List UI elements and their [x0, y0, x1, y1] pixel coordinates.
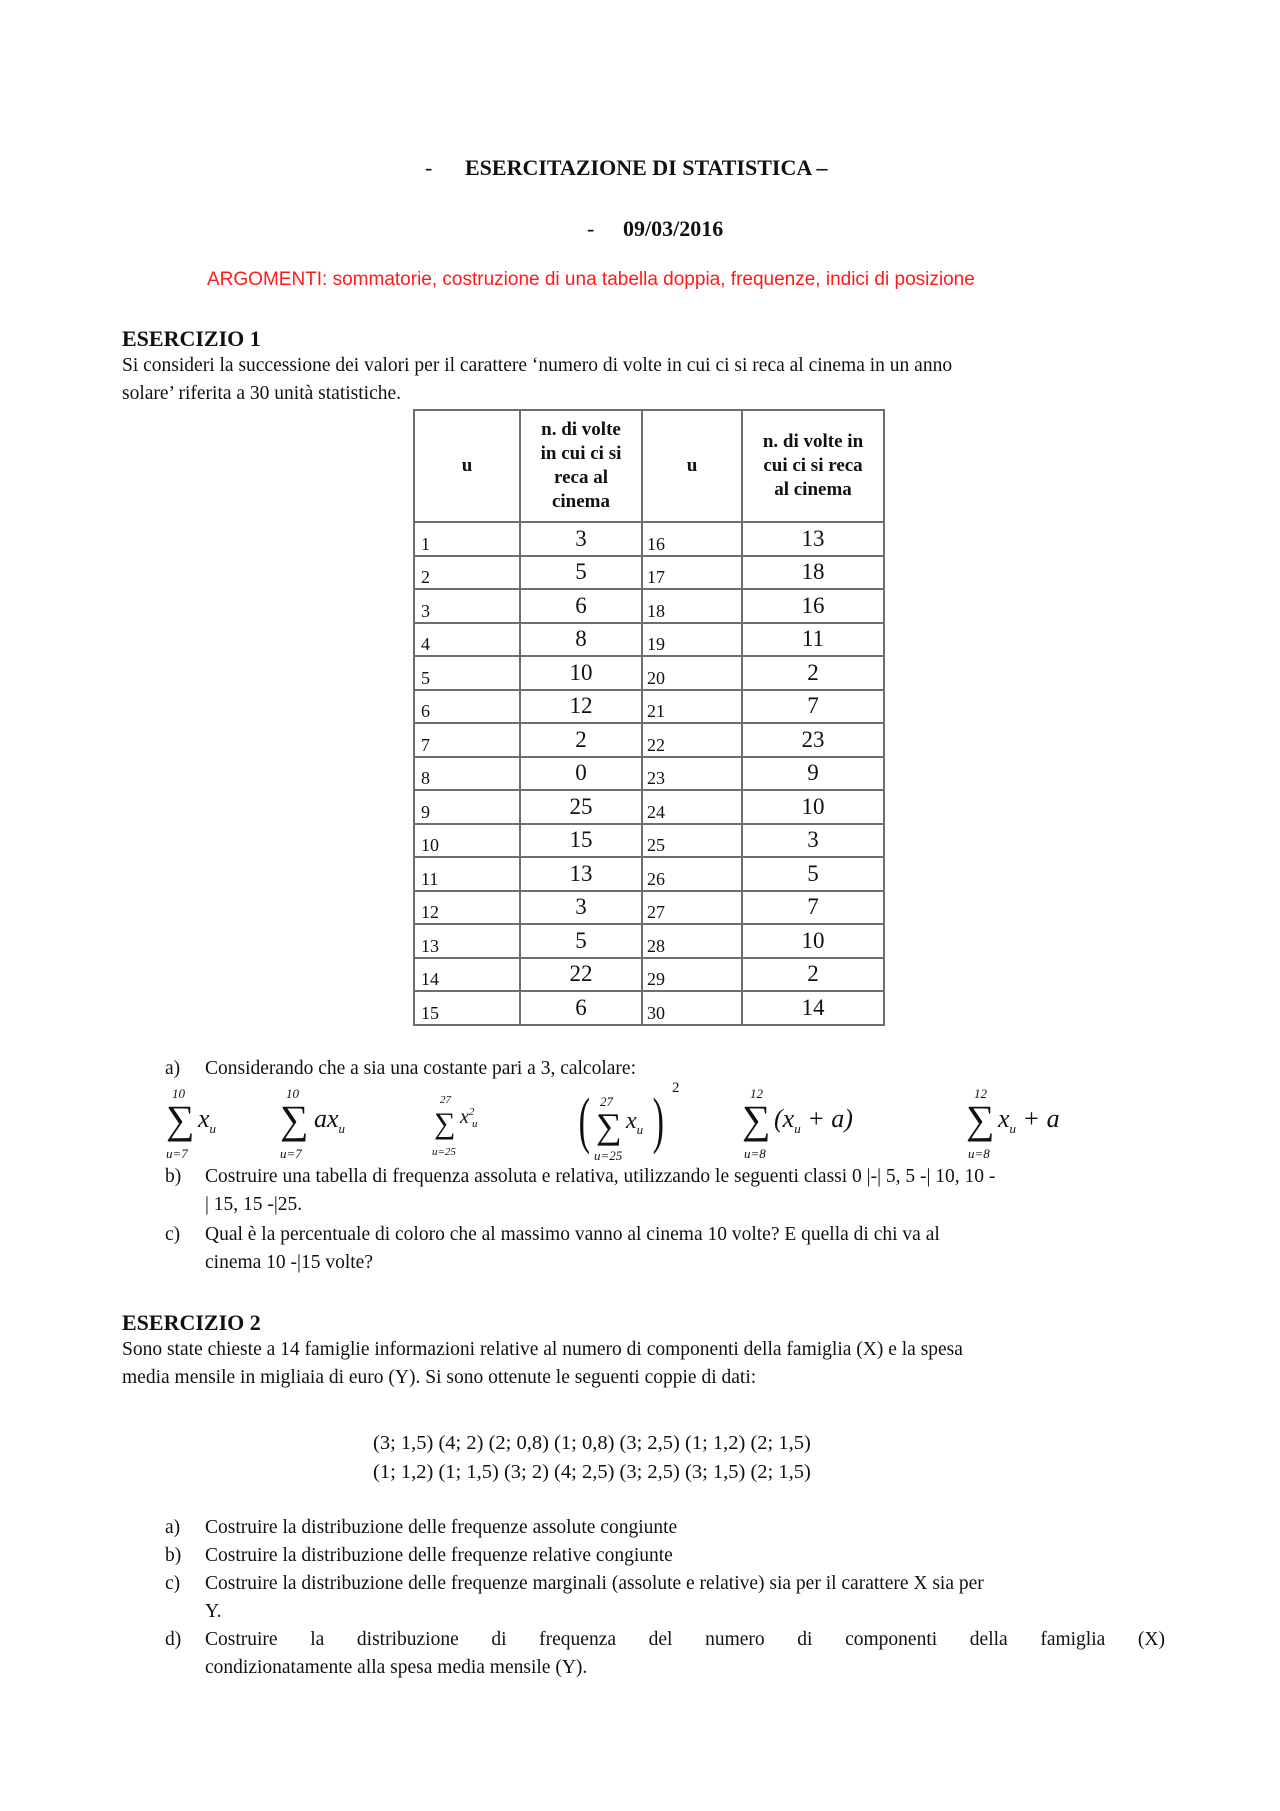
question-text-line1: Costruire la distribuzione di frequenza del numero di componenti della famiglia (X) [205, 1629, 1165, 1650]
formula-body: $(x_u + a)$ [774, 1104, 853, 1136]
exercise-1-intro-line1: Si consideri la successione dei valori per il carattere ‘numero di volte in cui ci si reca al cinema in un anno [122, 355, 953, 376]
header-line: cui ci si reca [763, 455, 863, 476]
data-pairs-line2: (1; 1,2) (1; 1,5) (3; 2) (4; 2,5) (3; 2,5) (3; 1,5) (2; 1,5) [373, 1461, 811, 1483]
header-value-1 [520, 410, 642, 522]
question-text: Costruire la distribuzione delle frequenze assolute congiunte [205, 1517, 678, 1538]
unit-id-cell: 16 [642, 522, 742, 556]
question-text: Considerando che a sia una costante pari a 3, calcolare: [205, 1058, 636, 1079]
formula-body: $x^2$ [460, 1106, 475, 1128]
value-cell: 5 [742, 857, 884, 891]
question-label: a) [165, 1058, 181, 1079]
value-cell: 5 [520, 556, 642, 590]
value-cell: 6 [520, 991, 642, 1025]
question-label: a) [165, 1517, 181, 1538]
value-cell: 15 [520, 824, 642, 858]
header-line: n. di volte [541, 419, 621, 440]
sigma-icon: ∑ [166, 1097, 195, 1142]
value-cell: 8 [520, 623, 642, 657]
unit-id-cell: 25 [642, 824, 742, 858]
subscript: u [472, 1118, 478, 1130]
table-row [414, 522, 884, 556]
date-dash: - [587, 216, 595, 241]
question-text: Costruire la distribuzione delle frequenze relative congiunte [205, 1545, 673, 1566]
upper-limit: 10 [286, 1086, 299, 1101]
value-cell: 18 [742, 556, 884, 590]
table-row [414, 991, 884, 1025]
unit-id-cell: 23 [642, 757, 742, 791]
table-row [414, 623, 884, 657]
value-cell: 23 [742, 723, 884, 757]
value-cell: 2 [742, 656, 884, 690]
unit-id-cell: 4 [414, 623, 520, 657]
unit-id-cell: 7 [414, 723, 520, 757]
header-value-2 [742, 410, 884, 522]
unit-id-cell: 9 [414, 790, 520, 824]
ex2-question-a [165, 1514, 1165, 1542]
unit-id-cell: 12 [414, 891, 520, 925]
question-label: c) [165, 1224, 181, 1245]
sigma-icon: ∑ [434, 1107, 456, 1140]
table-row [414, 723, 884, 757]
question-label: c) [165, 1573, 181, 1594]
right-paren: ) [652, 1087, 665, 1155]
question-text-line1: Qual è la percentuale di coloro che al massimo vanno al cinema 10 volte? E quella di chi va al [205, 1224, 940, 1245]
header-line: cinema [551, 491, 611, 512]
value-cell: 3 [520, 522, 642, 556]
unit-id-cell: 24 [642, 790, 742, 824]
upper-limit: 27 [440, 1094, 451, 1106]
lower-limit: u=25 [432, 1146, 456, 1158]
ex2-question-c [165, 1570, 1165, 1626]
formula-body: $x_u + a$ [998, 1104, 1060, 1136]
unit-id-cell: 21 [642, 690, 742, 724]
exercise-2-intro-line1: Sono state chieste a 14 famiglie informazioni relative al numero di componenti della famiglia (X) e la spesa [122, 1339, 963, 1360]
header-line: n. di volte in [762, 431, 864, 452]
formula-sum-x-7-10 [166, 1086, 246, 1166]
formula-body: $x_u$ [626, 1108, 644, 1137]
value-cell: 11 [742, 623, 884, 657]
outer-exponent: 2 [672, 1080, 680, 1096]
table-row [414, 790, 884, 824]
table-row [414, 690, 884, 724]
table-row [414, 757, 884, 791]
ex1-question-b [165, 1163, 1165, 1219]
question-text-line2: condizionatamente alla spesa media mensile (Y). [205, 1657, 588, 1678]
value-cell: 0 [520, 757, 642, 791]
table-row [414, 958, 884, 992]
formula-sum-x2-25-27 [432, 1094, 512, 1166]
value-cell: 6 [520, 589, 642, 623]
upper-limit: 10 [172, 1086, 185, 1101]
sigma-icon: ∑ [742, 1097, 771, 1142]
exercise-1-intro-line2: solare’ riferita a 30 unità statistiche. [122, 383, 402, 404]
question-text-line2: | 15, 15 -|25. [205, 1194, 303, 1215]
exercise-2-intro-line2: media mensile in migliaia di euro (Y). Si sono ottenute le seguenti coppie di dati: [122, 1367, 757, 1388]
question-label: b) [165, 1545, 182, 1566]
table-header-row [414, 410, 884, 522]
value-cell: 3 [742, 824, 884, 858]
unit-id-cell: 14 [414, 958, 520, 992]
lower-limit: u=7 [280, 1146, 302, 1161]
value-cell: 9 [742, 757, 884, 791]
formula-sum-x-plus-a-8-12 [742, 1086, 892, 1166]
table-body [414, 522, 884, 1025]
header-u-1: u [414, 410, 520, 522]
sigma-icon: ∑ [596, 1106, 622, 1146]
unit-id-cell: 13 [414, 924, 520, 958]
table-row [414, 656, 884, 690]
question-label: b) [165, 1166, 182, 1187]
lower-limit: u=7 [166, 1146, 188, 1161]
upper-limit: 12 [974, 1086, 987, 1101]
formula-body: $ax_u$ [314, 1104, 346, 1136]
formula-body: $x_u$ [198, 1104, 217, 1136]
header-u-2: u [642, 410, 742, 522]
sigma-icon: ∑ [280, 1097, 309, 1142]
value-cell: 5 [520, 924, 642, 958]
table-row [414, 556, 884, 590]
page-title: ESERCITAZIONE DI STATISTICA – [465, 155, 828, 180]
ex1-question-c [165, 1221, 1165, 1277]
formula-square-of-sum-25-27 [580, 1080, 690, 1170]
unit-id-cell: 3 [414, 589, 520, 623]
question-label: d) [165, 1629, 182, 1650]
formula-sum-ax-7-10 [280, 1086, 380, 1166]
formula-sum-x-then-plus-a-8-12 [966, 1086, 1106, 1166]
value-cell: 12 [520, 690, 642, 724]
header-line: al cinema [774, 479, 852, 500]
question-text-line2: cinema 10 -|15 volte? [205, 1252, 373, 1273]
value-cell: 22 [520, 958, 642, 992]
exercise-2-heading: ESERCIZIO 2 [122, 1310, 261, 1335]
ex2-question-d [165, 1626, 1165, 1682]
unit-id-cell: 28 [642, 924, 742, 958]
question-text-line1: Costruire la distribuzione delle frequenze marginali (assolute e relative) sia per il carattere X sia per [205, 1573, 984, 1594]
upper-limit: 27 [600, 1094, 613, 1109]
unit-id-cell: 20 [642, 656, 742, 690]
unit-id-cell: 11 [414, 857, 520, 891]
unit-id-cell: 1 [414, 522, 520, 556]
question-text-line2: Y. [205, 1601, 222, 1622]
ex2-question-b [165, 1542, 1165, 1570]
table-row [414, 824, 884, 858]
unit-id-cell: 6 [414, 690, 520, 724]
value-cell: 7 [742, 891, 884, 925]
value-cell: 14 [742, 991, 884, 1025]
value-cell: 13 [742, 522, 884, 556]
unit-id-cell: 5 [414, 656, 520, 690]
value-cell: 16 [742, 589, 884, 623]
table-row [414, 589, 884, 623]
data-pairs-line1: (3; 1,5) (4; 2) (2; 0,8) (1; 0,8) (3; 2,5) (1; 1,2) (2; 1,5) [373, 1432, 811, 1454]
table-row [414, 924, 884, 958]
unit-id-cell: 27 [642, 891, 742, 925]
value-cell: 25 [520, 790, 642, 824]
table-row [414, 857, 884, 891]
lower-limit: u=8 [744, 1146, 766, 1161]
value-cell: 10 [742, 790, 884, 824]
left-paren: ( [578, 1087, 591, 1155]
unit-id-cell: 18 [642, 589, 742, 623]
unit-id-cell: 22 [642, 723, 742, 757]
value-cell: 2 [742, 958, 884, 992]
exercise-1-heading: ESERCIZIO 1 [122, 326, 261, 351]
value-cell: 3 [520, 891, 642, 925]
lower-limit: u=8 [968, 1146, 990, 1161]
cinema-data-table [413, 409, 885, 1026]
value-cell: 2 [520, 723, 642, 757]
topics-line: ARGOMENTI: sommatorie, costruzione di una tabella doppia, frequenze, indici di posizione [207, 269, 975, 290]
unit-id-cell: 29 [642, 958, 742, 992]
value-cell: 10 [520, 656, 642, 690]
unit-id-cell: 26 [642, 857, 742, 891]
ex1-question-a [165, 1055, 1165, 1083]
unit-id-cell: 15 [414, 991, 520, 1025]
upper-limit: 12 [750, 1086, 763, 1101]
question-text-line1: Costruire una tabella di frequenza assoluta e relativa, utilizzando le seguenti classi 0 |-| 5, 5 -| 10, 10 - [205, 1166, 996, 1187]
document-date: 09/03/2016 [623, 216, 724, 241]
unit-id-cell: 30 [642, 991, 742, 1025]
sigma-icon: ∑ [966, 1097, 995, 1142]
header-line: in cui ci si [540, 443, 622, 464]
unit-id-cell: 17 [642, 556, 742, 590]
lower-limit: u=25 [594, 1148, 623, 1163]
header-line: reca al [554, 467, 608, 488]
value-cell: 7 [742, 690, 884, 724]
unit-id-cell: 10 [414, 824, 520, 858]
unit-id-cell: 2 [414, 556, 520, 590]
unit-id-cell: 8 [414, 757, 520, 791]
unit-id-cell: 19 [642, 623, 742, 657]
table-row [414, 891, 884, 925]
title-dash: - [425, 155, 433, 180]
value-cell: 13 [520, 857, 642, 891]
value-cell: 10 [742, 924, 884, 958]
